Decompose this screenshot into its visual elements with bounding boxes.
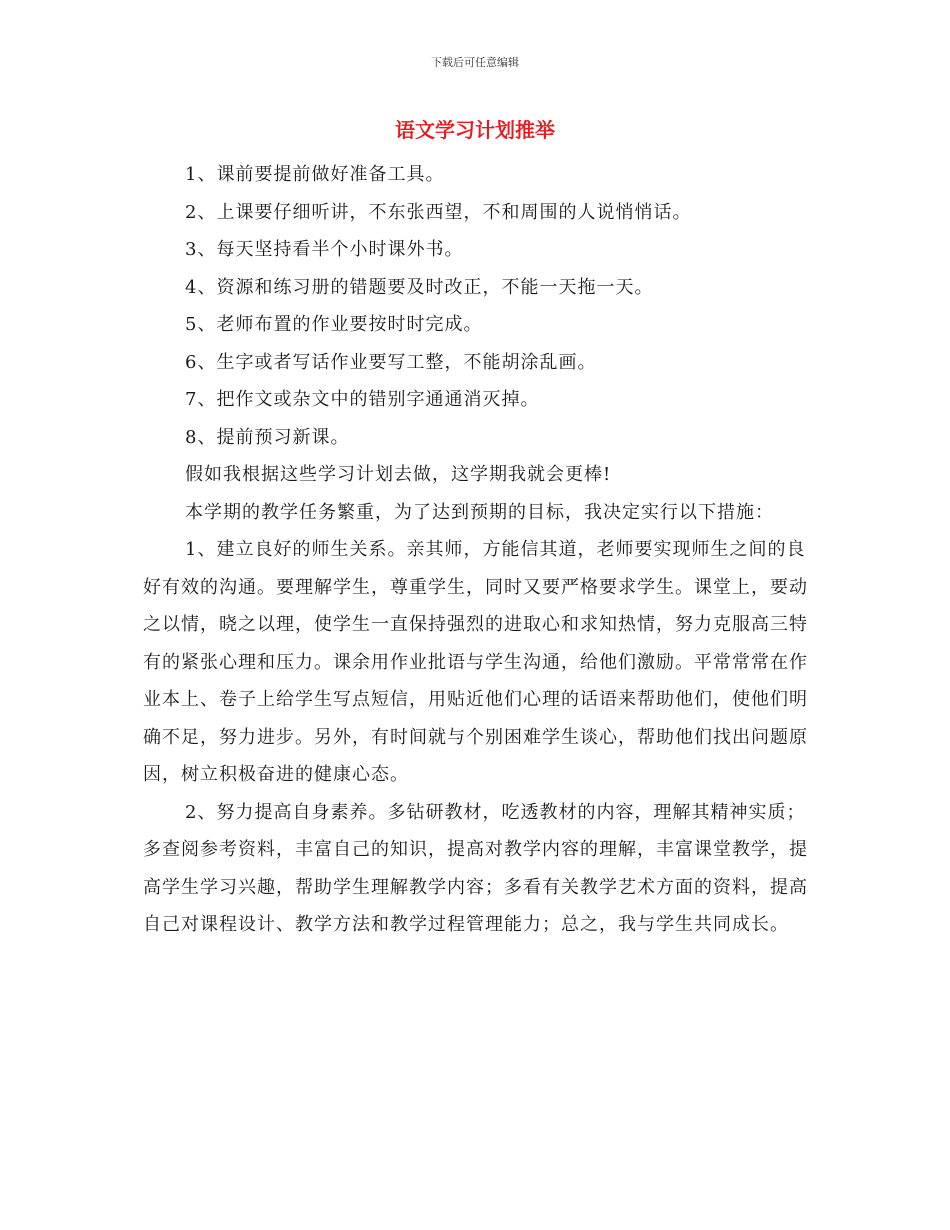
- document-body: [143, 156, 813, 944]
- paragraph-measure-2: 2、努力提高自身素养。多钻研教材，吃透教材的内容，理解其精神实质；多查阅参考资料，丰富自己的知识，提高对教学内容的理解，丰富课堂教学，提高学生学习兴趣，帮助学生理解教学内容；多看有关教学艺术方面的资料，提高自己对课程设计、教学方法和教学过程管理能力；总之，我与学生共同成长。: [143, 801, 808, 935]
- list-item-8: 8、提前预习新课。: [185, 426, 350, 448]
- list-item-6: 6、生字或者写话作业要写工整，不能胡涂乱画。: [185, 351, 597, 373]
- list-item-5: 5、老师布置的作业要按时时完成。: [185, 314, 483, 335]
- header-note: 下载后可任意编辑: [431, 56, 519, 69]
- paragraph-measure-1: 1、建立良好的师生关系。亲其师，方能信其道，老师要实现师生之间的良好有效的沟通。要理解学生，尊重学生，同时又要严格要求学生。课堂上，要动之以情，晓之以理，使学生一直保持强烈的进取心和求知热情，努力克服高三特有的紧张心理和压力。课余用作业批语与学生沟通，给他们激励。平常常常在作业本上、卷子上给学生写点短信，用贴近他们心理的话语来帮助他们，使他们明确不足，努力进步。另外，有时间就与个别困难学生谈心，帮助他们找出问题原因，树立积极奋进的健康心态。: [143, 539, 808, 785]
- paragraph-intro: 本学期的教学任务繁重，为了达到预期的目标，我决定实行以下措施：: [185, 501, 774, 523]
- list-item-1: 1、课前要提前做好准备工具。: [185, 164, 445, 185]
- list-item-3: 3、每天坚持看半个小时课外书。: [185, 239, 464, 260]
- document-title: 语文学习计划推举: [395, 118, 555, 142]
- list-item-2: 2、上课要仔细听讲，不东张西望，不和周围的人说悄悄话。: [185, 201, 692, 223]
- conclusion-line: 假如我根据这些学习计划去做，这学期我就会更棒!: [185, 464, 612, 485]
- list-item-4: 4、资源和练习册的错题要及时改正，不能一天拖一天。: [185, 276, 654, 298]
- list-item-7: 7、把作文或杂文中的错别字通通消灭掉。: [185, 389, 540, 410]
